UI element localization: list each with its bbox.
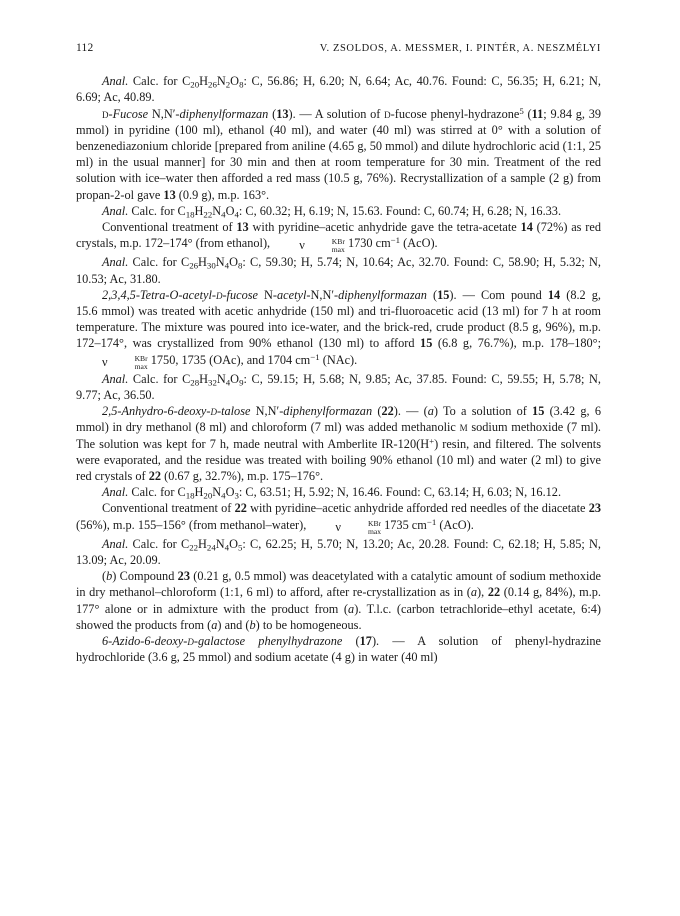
page-number: 112 bbox=[76, 42, 94, 54]
paragraph-p7: Anal. Calc. for $C_{28}H_{32}N_4O_9$: C, 59.15; H, 5.68; N, 9.85; Ac, 37.85. Found: C, 59.55; H, 5.78; N, 9.77; Ac, 36.50. bbox=[76, 371, 601, 402]
paragraph-p10: Conventional treatment of 22 with pyridine–acetic anhydride afforded red needles of the diacetate 23 (56%), m.p. 155–156° (from methanol–water), ν KBr max 1735 $cm^{-1}$ (AcO). bbox=[76, 501, 601, 536]
running-header-authors: V. ZSOLDOS, A. MESSMER, I. PINTÉR, A. NESZMÉLYI bbox=[319, 43, 601, 54]
paragraph-p13: 6-Azido-6-deoxy-d-galactose phenylhydrazone (17). — A solution of phenyl-hydrazine hydrochloride (3.6 g, 25 mmol) and sodium acetate (4 g) in water (40 ml) bbox=[76, 634, 601, 665]
document-page bbox=[76, 40, 601, 665]
paragraph-p12: (b) Compound 23 (0.21 g, 0.5 mmol) was deacetylated with a catalytic amount of sodium methoxide in dry methanol–chloroform (1:1, 6 ml) to afford, after re-crystallization as in (a), 22 (0.14 g, 84%), m.p. 177° alone or in admixture with the product from (a). T.l.c. (carbon tetrachloride–ethyl acetate, 6:4) showed the products from (a) and (b) to be homogeneous. bbox=[76, 569, 601, 632]
paragraph-p4: Conventional treatment of 13 with pyridine–acetic anhydride gave the tetra-acetate 14 (72%) as red crystals, m.p. 172–174° (from ethanol), ν KBr max 1730 $cm^{-1}$ (AcO). bbox=[76, 220, 601, 255]
paragraph-p9: Anal. Calc. for $C_{18}H_{20}N_4O_3$: C, 63.51; H, 5.92; N, 16.46. Found: C, 63.14; H, 6.03; N, 16.12. bbox=[102, 485, 562, 501]
paragraph-p2: d-Fucose N,N′-diphenylformazan (13). — A solution of d-fucose phenyl-hydrazone$^5$ (11; 9.84 g, 39 mmol) in pyridine (100 ml), ethanol (40 ml), and water (40 ml) was stirred at 0° with a solution of benzenediazonium chloride [prepared from aniline (4.65 g, 50 mmol) and dilute hydrochloric acid (1:1, 25 ml) in the usual manner] for 30 min and then at room temperature for 30 min. Treatment of the red solution with ice–water then afforded a red mass (10.5 g, 76%). Recrystallization of a sample (2 g) from propan-2-ol gave 13 (0.9 g), m.p. 163°. bbox=[76, 105, 602, 202]
paragraph-p5: Anal. Calc. for $C_{26}H_{30}N_4O_8$: C, 59.30; H, 5.74; N, 10.64; Ac, 32.70. Found: C, 58.90; H, 5.32; N, 10.53; Ac, 31.80. bbox=[76, 255, 601, 286]
paragraph-p3: Anal. Calc. for $C_{18}H_{22}N_4O_4$: C, 60.32; H, 6.19; N, 15.63. Found: C, 60.74; H, 6.28; N, 16.33. bbox=[102, 203, 562, 220]
paragraph-p11: Anal. Calc. for $C_{22}H_{24}N_4O_5$: C, 62.25; H, 5.70; N, 13.20; Ac, 20.28. Found: C, 62.18; H, 5.85; N, 13.09; Ac, 20.09. bbox=[76, 536, 601, 567]
paragraph-p1: Anal. Calc. for $C_{20}H_{26}N_2O_8$: C, 56.86; H, 6.20; N, 6.64; Ac, 40.76. Found: C, 56.35; H, 6.21; N, 6.69; Ac, 40.89. bbox=[76, 74, 601, 105]
paragraph-p6: 2,3,4,5-Tetra-O-acetyl-d-fucose N-acetyl-N,N′-diphenylformazan (15). — Com pound 14 (8.2 g, 15.6 mmol) was treated with acetic anhydride (150 ml) and tri-fluoroacetic acid (13 ml) for 7 h at room temperature. The mixture was poured into ice-water, and the brick-red, crude product (8.5 g, 96%), m.p. 172–174°, was crystallized from 90% ethanol (130 ml) to afford 15 (6.8 g, 76.7%), m.p. 178–180°; ν KBr max 1750, 1735 (OAc), and 1704 $cm^{-1}$ (NAc). bbox=[76, 287, 602, 371]
paragraph-p8: 2,5-Anhydro-6-deoxy-d-talose N,N′-diphenylformazan (22). — (a) To a solution of 15 (3.42 g, 6 mmol) in dry methanol (8 ml) and chloroform (7 ml) was added methanolic m sodium methoxide (7 ml). The solution was kept for 7 h, made neutral with Amberlite IR-120(H+) resin, and filtered. The solvents were evaporated, and the residue was treated with boiling 90% ethanol (10 ml) and water (2 ml) to give red crystals of 22 (0.67 g, 32.7%), m.p. 175–176°. bbox=[76, 404, 602, 484]
running-header bbox=[76, 40, 601, 57]
body-text bbox=[76, 73, 601, 665]
